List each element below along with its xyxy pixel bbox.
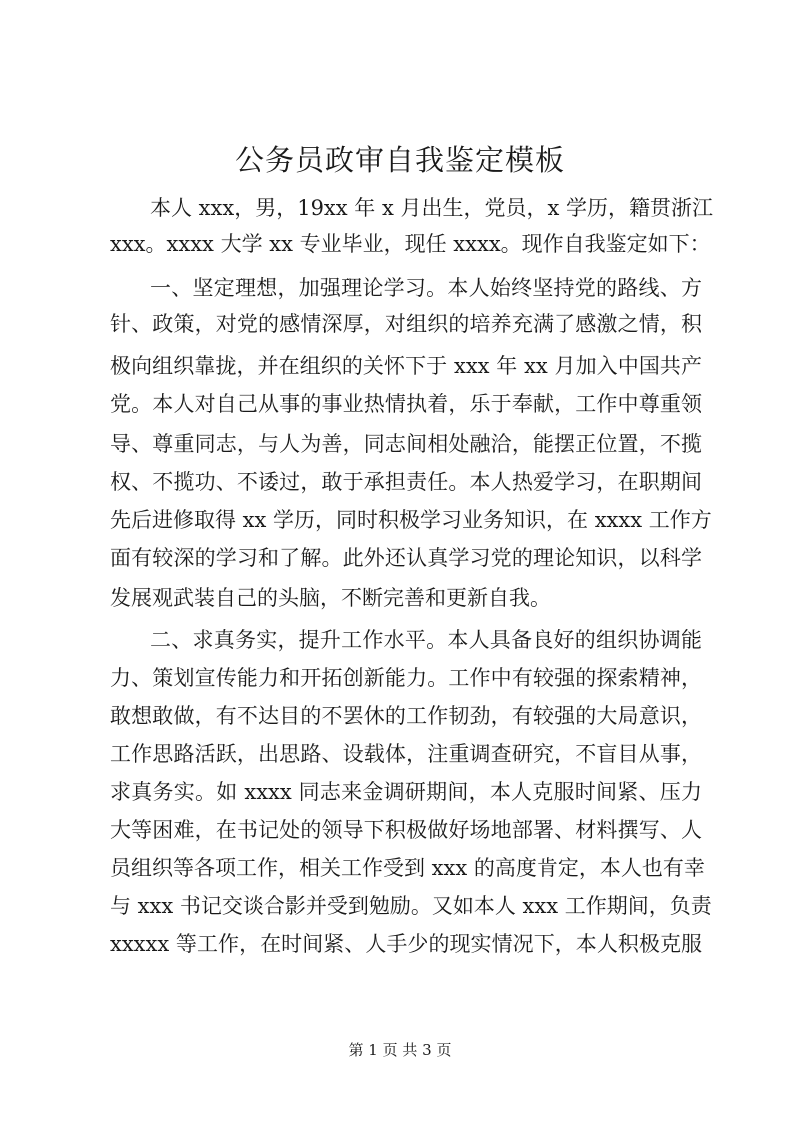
body-line: 党。本人对自己从事的事业热情执着，乐于奉献，工作中尊重领 — [110, 392, 702, 416]
body-line: 导、尊重同志，与人为善，同志间相处融洽，能摆正位置，不揽 — [110, 432, 702, 456]
body-line: xxx。xxxx 大学 xx 专业毕业，现任 xxxx。现作自我鉴定如下： — [110, 232, 711, 256]
body-line: 二、求真务实，提升工作水平。本人具备良好的组织协调能 — [150, 628, 702, 652]
body-line: 与 xxx 书记交谈合影并受到勉励。又如本人 xxx 工作期间，负责 — [110, 894, 712, 918]
body-line: 本人 xxx，男，19xx 年 x 月出生，党员，x 学历，籍贯浙江 — [150, 196, 713, 220]
body-line: 工作思路活跃，出思路、设载体，注重调查研究，不盲目从事， — [110, 742, 702, 766]
body-line: 权、不揽功、不诿过，敢于承担责任。本人热爱学习，在职期间 — [110, 470, 702, 494]
body-line: 先后进修取得 xx 学历，同时积极学习业务知识，在 xxxx 工作方 — [110, 508, 712, 532]
body-line: 发展观武装自己的头脑，不断完善和更新自我。 — [110, 586, 551, 610]
body-line: 敢想敢做，有不达目的不罢休的工作韧劲，有较强的大局意识， — [110, 704, 702, 728]
body-line: 针、政策，对党的感情深厚，对组织的培养充满了感激之情，积 — [110, 312, 702, 336]
body-line: 大等困难，在书记处的领导下积极做好场地部署、材料撰写、人 — [110, 818, 702, 842]
document-title: 公务员政审自我鉴定模板 — [234, 143, 565, 177]
body-line: 力、策划宣传能力和开拓创新能力。工作中有较强的探索精神， — [110, 666, 702, 690]
page-number-footer: 第 1 页 共 3 页 — [348, 1041, 452, 1059]
body-line: 一、坚定理想，加强理论学习。本人始终坚持党的路线、方 — [150, 276, 702, 300]
body-line: xxxxx 等工作，在时间紧、人手少的现实情况下，本人积极克服 — [110, 932, 702, 956]
body-line: 求真务实。如 xxxx 同志来金调研期间，本人克服时间紧、压力 — [110, 780, 702, 804]
body-line: 面有较深的学习和了解。此外还认真学习党的理论知识，以科学 — [110, 546, 702, 570]
body-line: 员组织等各项工作，相关工作受到 xxx 的高度肯定，本人也有幸 — [110, 856, 705, 880]
body-line: 极向组织靠拢，并在组织的关怀下于 xxx 年 xx 月加入中国共产 — [110, 354, 702, 378]
